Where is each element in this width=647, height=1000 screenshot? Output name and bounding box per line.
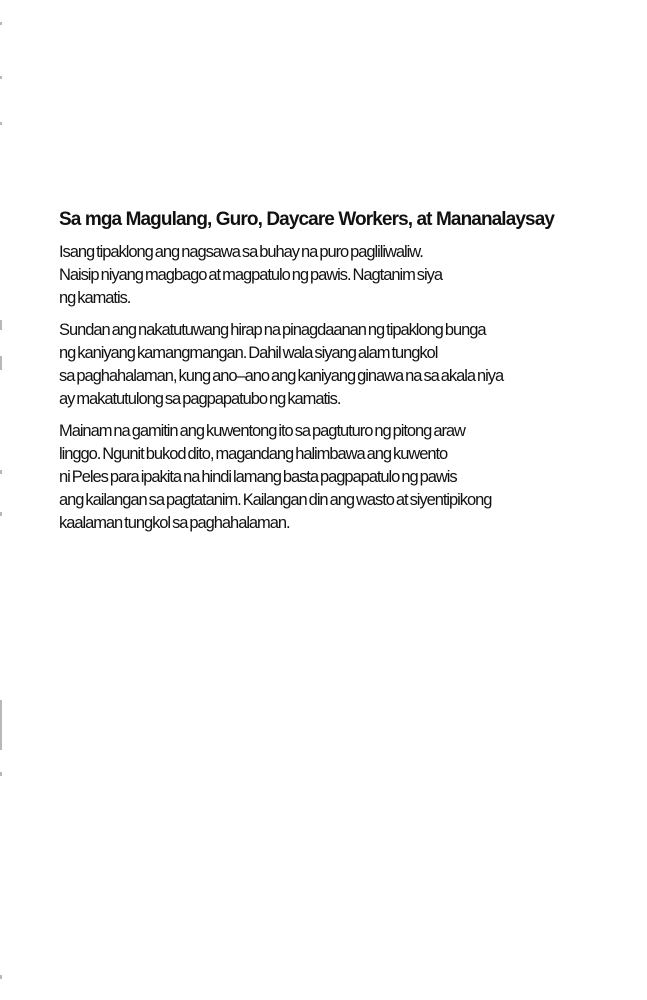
text-block — [59, 207, 599, 544]
text-line: Isang tipaklong ang nagsawa sa buhay na puro pagliliwaliw. — [59, 243, 423, 261]
paragraph-2 — [59, 319, 599, 411]
section-heading: Sa mga Magulang, Guro, Daycare Workers, at Mananalaysay — [59, 209, 555, 230]
edge-mark — [0, 122, 2, 125]
edge-mark — [0, 76, 2, 79]
paragraph-1 — [59, 241, 599, 310]
text-line: ay makatutulong sa pagpapatubo ng kamatis. — [59, 390, 341, 408]
text-line: ni Peles para ipakita na hindi lamang basta pagpapatulo ng pawis — [59, 468, 457, 486]
edge-mark — [0, 975, 2, 979]
paragraph-3 — [59, 420, 599, 535]
text-line: Mainam na gamitin ang kuwentong ito sa pagtuturo ng pitong araw — [59, 422, 465, 440]
text-line: linggo. Ngunit bukod dito, magandang halimbawa ang kuwento — [59, 445, 448, 463]
left-edge-marks — [0, 0, 4, 1000]
edge-mark — [0, 700, 2, 750]
text-line: ng kamatis. — [59, 289, 131, 307]
text-line: sa paghahalaman, kung ano–ano ang kaniyang ginawa na sa akala niya — [59, 367, 504, 385]
text-line: Naisip niyang magbago at magpatulo ng pawis. Nagtanim siya — [59, 266, 442, 284]
edge-mark — [0, 356, 2, 370]
edge-mark — [0, 320, 2, 330]
edge-mark — [0, 512, 2, 516]
edge-mark — [0, 22, 2, 25]
edge-mark — [0, 470, 2, 474]
text-line: kaalaman tungkol sa paghahalaman. — [59, 514, 290, 532]
edge-mark — [0, 772, 2, 776]
text-line: ng kaniyang kamangmangan. Dahil wala siyang alam tungkol — [59, 344, 438, 362]
text-line: ang kailangan sa pagtatanim. Kailangan din ang wasto at siyentipikong — [59, 491, 492, 509]
text-line: Sundan ang nakatutuwang hirap na pinagdaanan ng tipaklong bunga — [59, 321, 486, 339]
